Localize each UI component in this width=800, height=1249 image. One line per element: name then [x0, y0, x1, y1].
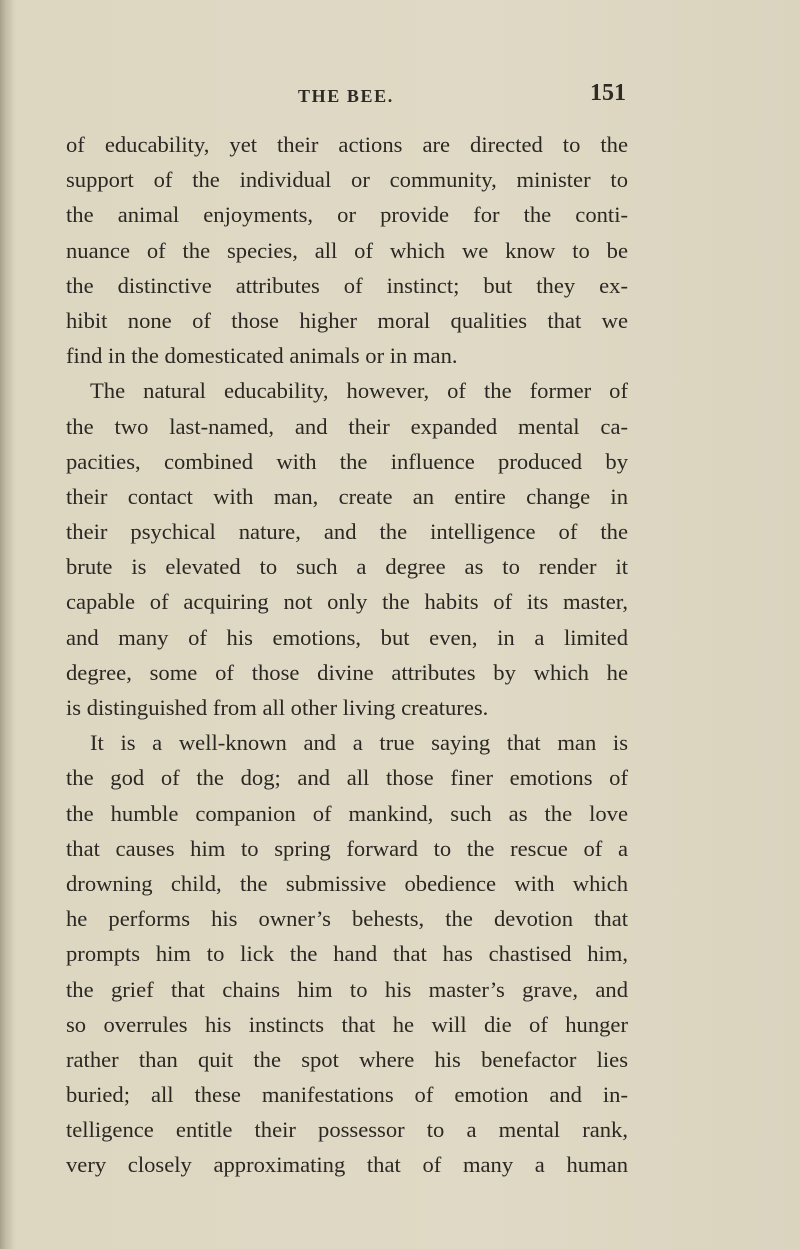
text-line: so overrules his instincts that he will die of hunger — [66, 1011, 628, 1037]
text-line: nuance of the species, all of which we know to be — [66, 237, 628, 263]
text-line: pacities, combined with the influence produced by — [66, 448, 628, 474]
text-line: very closely approximating that of many a human — [66, 1152, 628, 1178]
text-line: degree, some of those divine attributes by which he — [66, 659, 628, 685]
page-number: 151 — [590, 80, 626, 106]
text-line: prompts him to lick the hand that has chastised him, — [66, 941, 628, 967]
running-title: THE BEE. — [298, 86, 394, 106]
text-line: of educability, yet their actions are directed to the — [66, 132, 628, 157]
text-line: capable of acquiring not only the habits of its master, — [66, 589, 628, 615]
paragraph-first-line: It is a well-known and a true saying that man is — [90, 730, 628, 756]
text-line: drowning child, the submissive obedience with which — [66, 870, 628, 896]
text-line: the two last-named, and their expanded mental ca- — [66, 413, 628, 439]
text-line: the humble companion of mankind, such as the love — [66, 800, 628, 826]
text-line: support of the individual or community, minister to — [66, 167, 628, 193]
text-line: that causes him to spring forward to the rescue of a — [66, 835, 628, 861]
text-line: is distinguished from all other living creatures. — [66, 695, 489, 720]
text-line: hibit none of those higher moral qualities that we — [66, 307, 628, 333]
text-line: the distinctive attributes of instinct; but they ex- — [66, 272, 628, 298]
text-line: brute is elevated to such a degree as to render it — [66, 554, 628, 580]
text-line: rather than quit the spot where his benefactor lies — [66, 1046, 628, 1072]
page-gutter-shadow — [0, 0, 14, 1249]
text-line: buried; all these manifestations of emotion and in- — [66, 1082, 628, 1108]
text-line: their psychical nature, and the intelligence of the — [66, 519, 628, 545]
paragraph-first-line: The natural educability, however, of the former of — [90, 378, 628, 404]
text-line: the animal enjoyments, or provide for the conti- — [66, 202, 628, 228]
text-line: the grief that chains him to his master’s grave, and — [66, 976, 628, 1002]
text-line: he performs his owner’s behests, the devotion that — [66, 906, 628, 932]
text-line: their contact with man, create an entire change in — [66, 483, 628, 509]
text-line: the god of the dog; and all those finer emotions of — [66, 765, 628, 791]
page-header — [66, 78, 626, 112]
text-line: and many of his emotions, but even, in a limited — [66, 624, 628, 650]
text-line: telligence entitle their possessor to a mental rank, — [66, 1117, 628, 1143]
body-text — [66, 127, 628, 1183]
text-line: find in the domesticated animals or in man. — [66, 343, 458, 369]
